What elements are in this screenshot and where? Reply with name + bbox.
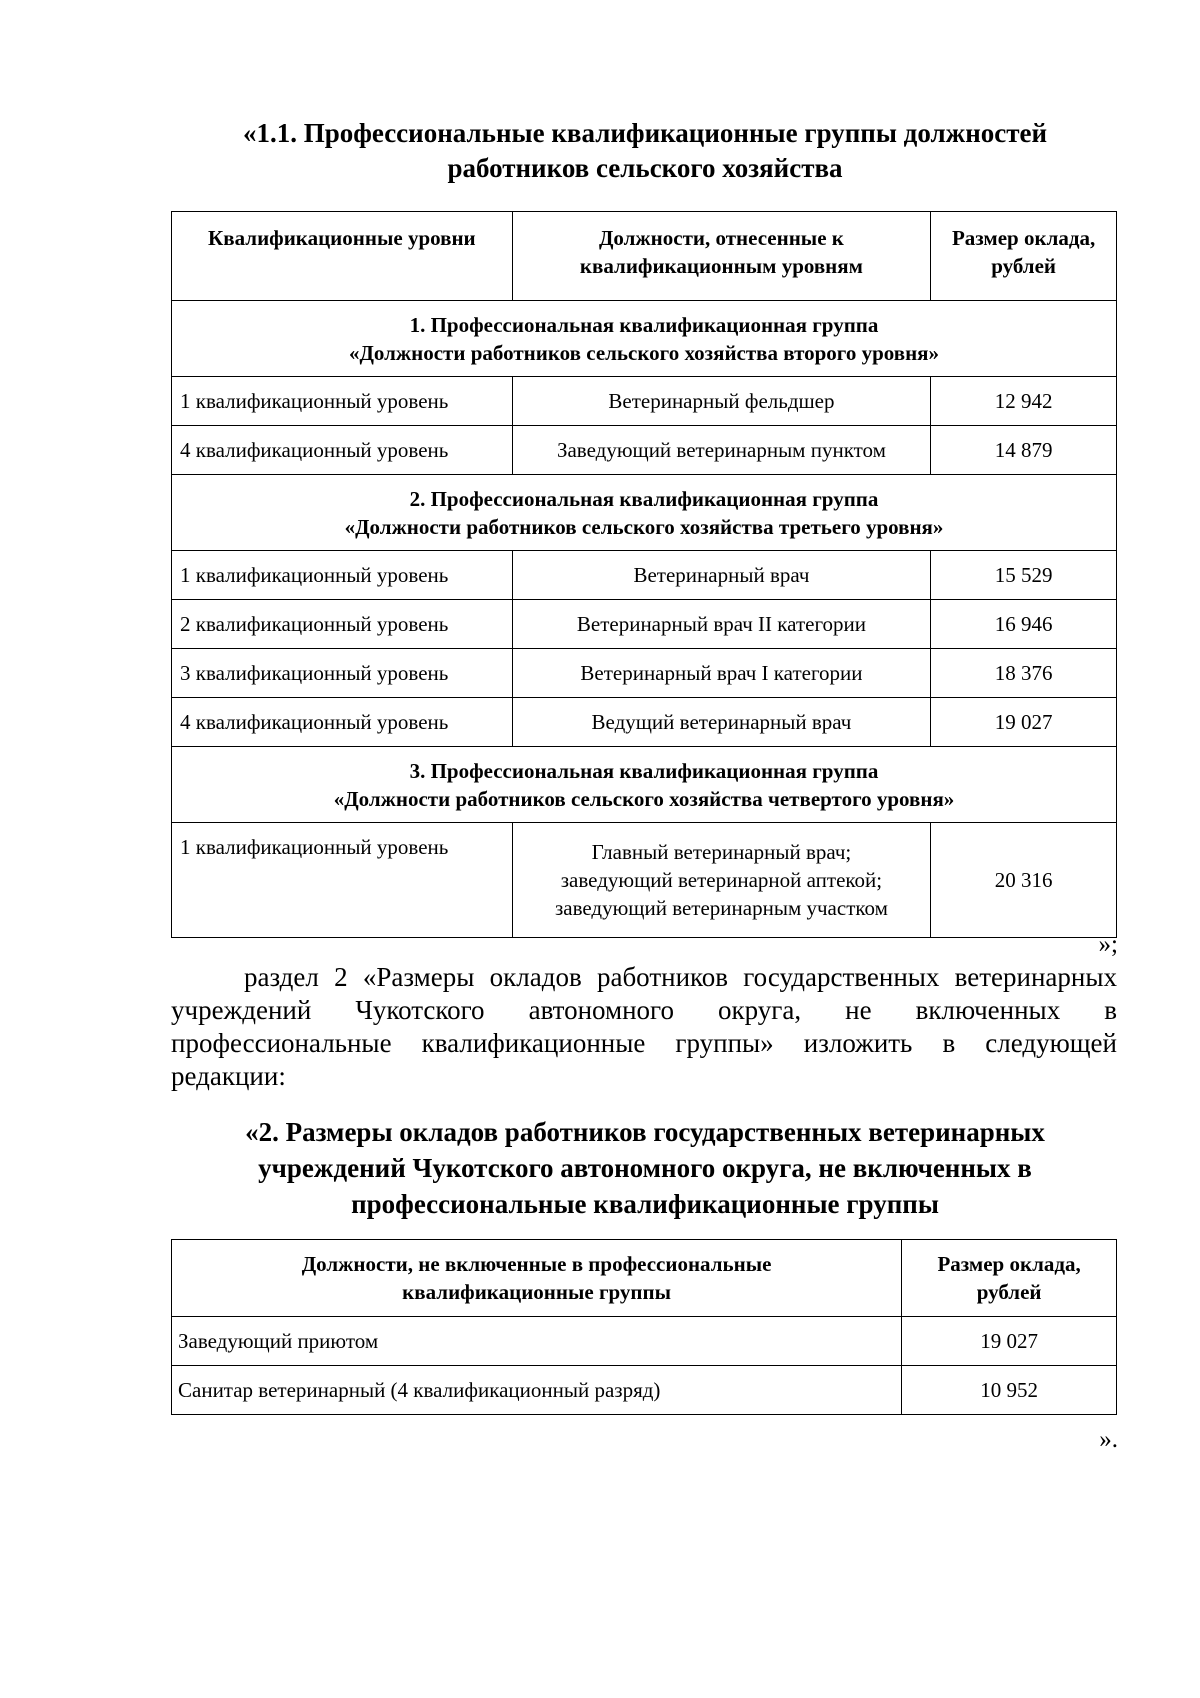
closing-quote-1: »; <box>1098 931 1118 958</box>
header-levels: Квалификационные уровни <box>172 212 513 301</box>
table-row <box>172 1317 1117 1366</box>
group-title: 3. Профессиональная квалификационная группа «Должности работников сельского хозяйства четвертого уровня» <box>172 747 1117 823</box>
cell-position: Ветеринарный врач <box>512 551 931 600</box>
cell-salary: 19 027 <box>931 698 1117 747</box>
group-header-row <box>172 301 1117 377</box>
table-row <box>172 1366 1117 1415</box>
header-salary: Размер оклада, рублей <box>902 1240 1117 1317</box>
cell-position: Санитар ветеринарный (4 квалификационный разряд) <box>172 1366 902 1415</box>
table-row <box>172 600 1117 649</box>
cell-salary: 15 529 <box>931 551 1117 600</box>
group-header-row <box>172 747 1117 823</box>
cell-position: Ветеринарный врач I категории <box>512 649 931 698</box>
table-row <box>172 698 1117 747</box>
cell-level: 2 квалификационный уровень <box>172 600 513 649</box>
cell-salary: 19 027 <box>902 1317 1117 1366</box>
table-row <box>172 426 1117 475</box>
cell-level: 1 квалификационный уровень <box>172 551 513 600</box>
table-header-row <box>172 1240 1117 1317</box>
cell-position: Ветеринарный врач II категории <box>512 600 931 649</box>
group-header-row <box>172 475 1117 551</box>
body-paragraph: раздел 2 «Размеры окладов работников государственных ветеринарных учреждений Чукотского автономного округа, не включенных в профессиональные квалификационные группы» изложить в следующей редакции: <box>171 962 1117 1091</box>
cell-position: Заведующий ветеринарным пунктом <box>512 426 931 475</box>
closing-quote-2: ». <box>1099 1426 1118 1453</box>
cell-salary: 12 942 <box>931 377 1117 426</box>
table-row <box>172 551 1117 600</box>
section1-title-line2: работников сельского хозяйства <box>447 153 843 183</box>
section1-title <box>170 116 1120 186</box>
group-title: 1. Профессиональная квалификационная группа «Должности работников сельского хозяйства второго уровня» <box>172 301 1117 377</box>
cell-salary: 16 946 <box>931 600 1117 649</box>
cell-salary: 10 952 <box>902 1366 1117 1415</box>
cell-position: Заведующий приютом <box>172 1317 902 1366</box>
header-positions: Должности, отнесенные к квалификационным уровням <box>512 212 931 301</box>
cell-salary: 14 879 <box>931 426 1117 475</box>
section2-title-line1: «2. Размеры окладов работников государственных ветеринарных <box>245 1117 1045 1147</box>
cell-level: 4 квалификационный уровень <box>172 698 513 747</box>
table-row <box>172 649 1117 698</box>
cell-level: 4 квалификационный уровень <box>172 426 513 475</box>
cell-position: Главный ветеринарный врач; заведующий ветеринарной аптекой; заведующий ветеринарным участком <box>512 823 931 938</box>
cell-position: Ведущий ветеринарный врач <box>512 698 931 747</box>
table-header-row <box>172 212 1117 301</box>
header-positions: Должности, не включенные в профессиональные квалификационные группы <box>172 1240 902 1317</box>
cell-salary: 20 316 <box>931 823 1117 938</box>
cell-level: 3 квалификационный уровень <box>172 649 513 698</box>
group-title: 2. Профессиональная квалификационная группа «Должности работников сельского хозяйства третьего уровня» <box>172 475 1117 551</box>
cell-position: Ветеринарный фельдшер <box>512 377 931 426</box>
section2-title-line3: профессиональные квалификационные группы <box>351 1189 939 1219</box>
cell-level: 1 квалификационный уровень <box>172 377 513 426</box>
cell-salary: 18 376 <box>931 649 1117 698</box>
table-row <box>172 823 1117 938</box>
cell-level: 1 квалификационный уровень <box>172 823 513 938</box>
table-row <box>172 377 1117 426</box>
salary-table-other-positions <box>171 1239 1117 1415</box>
section1-title-line1: «1.1. Профессиональные квалификационные группы должностей <box>242 118 1048 148</box>
header-salary: Размер оклада, рублей <box>931 212 1117 301</box>
section2-title-line2: учреждений Чукотского автономного округа, не включенных в <box>258 1153 1032 1183</box>
section2-title <box>170 1114 1120 1222</box>
salary-table-qualification-groups <box>171 211 1117 938</box>
